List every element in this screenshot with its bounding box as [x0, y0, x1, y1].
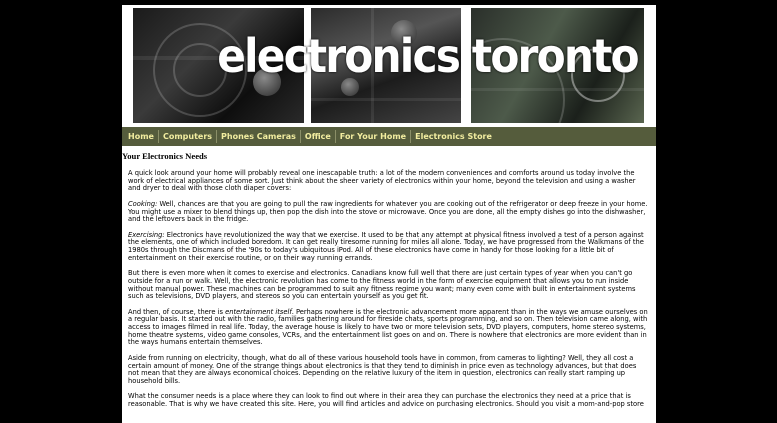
nav-office[interactable]: Office	[300, 130, 335, 143]
entertainment-text-a: And then, of course, there is	[128, 307, 226, 316]
paragraph-intro: A quick look around your home will probably reveal one inescapable truth: a lot of the modern conveniences and comforts around us today involve the work of electrical appliances of some sort. Just think about the sheer variety of electronics within your home, beyond the television and using a washer and dryer to deal with those cloth diaper covers:	[128, 169, 636, 193]
nav-for-your-home[interactable]: For Your Home	[335, 130, 410, 143]
cooking-text: Well, chances are that you are going to pull the raw ingredients for whatever you are cooking out of the refrigerator or deep freeze in your home. You might use a mixer to blend things up, then pop the dish into the stove or microwave. Once you are done, all the empty dishes go into the dishwasher, and the leftovers back in the fridge.	[128, 199, 648, 224]
paragraph-cost: Aside from running on electricity, though, what do all of these various household tools have in common, from cameras to lighting? Well, they all cost a certain amount of money. One of the strange things about electronics is that they tend to diminish in price even as technology advances, but that does not mean that they are always economical choices. Depending on the relative luxury of the item in question, electronics can really start ramping up household bills.	[128, 353, 637, 385]
nav-electronics-store[interactable]: Electronics Store	[410, 130, 496, 143]
entertainment-emphasis: entertainment itself	[225, 307, 292, 316]
nav-home[interactable]: Home	[128, 132, 154, 141]
nav-computers[interactable]: Computers	[158, 130, 216, 143]
paragraph-consumer-needs: What the consumer needs is a place where they can look to find out where in their area they can purchase the electronics they need at a price that is reasonable. That is why we have created this site. Here, you will find articles and advice on purchasing electronics. Should you visit a mom-and-pop store	[128, 392, 644, 408]
entertainment-text-b: . Perhaps nowhere is the electronic advancement more apparent than in the ways we amuse ourselves on a regular basis. It started out with the radio, families gathering around for fireside chats, sports programming, and so on. Then television came along, with access to images filmed in real life. Today, the average house is likely to have two or more television sets, DVD players, computers, home stereo systems, home theatre systems, video game consoles, VCRs, and the entertainment list goes on and on. There is nowhere that electronics are more evident than in the ways humans entertain themselves.	[128, 307, 648, 347]
main-nav	[122, 127, 656, 146]
site-logo[interactable]: electronics toronto	[217, 29, 638, 83]
article-body	[128, 170, 649, 416]
exercising-label: Exercising:	[128, 230, 165, 239]
exercising-text: Electronics have revolutionized the way that we exercise. It used to be that any attempt at physical fitness involved a test of a person against the elements, one of which included boredom. It can get really tiresome running for miles all alone. Today, we have progressed from the Walkmans of the 1980s through the Discmans of the '90s to today's ubiquitous iPod. All of these electronics have come in handy for those looking for a little bit of entertainment on their exercise routine, or on their way running errands.	[128, 230, 644, 262]
article-heading: Your Electronics Needs	[122, 151, 208, 161]
header-banner	[122, 5, 656, 125]
page-container	[122, 5, 656, 423]
paragraph-exercising	[128, 232, 649, 263]
paragraph-cooking	[128, 201, 649, 224]
nav-phones-cameras[interactable]: Phones Cameras	[216, 130, 300, 143]
cooking-label: Cooking:	[128, 199, 158, 208]
paragraph-exercise-equipment: But there is even more when it comes to exercise and electronics. Canadians know full well that there are just certain types of year when you can't go outside for a run or walk. Well, the electronic revolution has come to the fitness world in the form of exercise equipment that allows you to run inside without manual power. These machines can be programmed to suit any fitness regime you want; many even come with built in entertainment systems such as televisions, DVD players, and stereos so you can entertain yourself as you get fit.	[128, 269, 636, 301]
paragraph-entertainment	[128, 309, 649, 348]
